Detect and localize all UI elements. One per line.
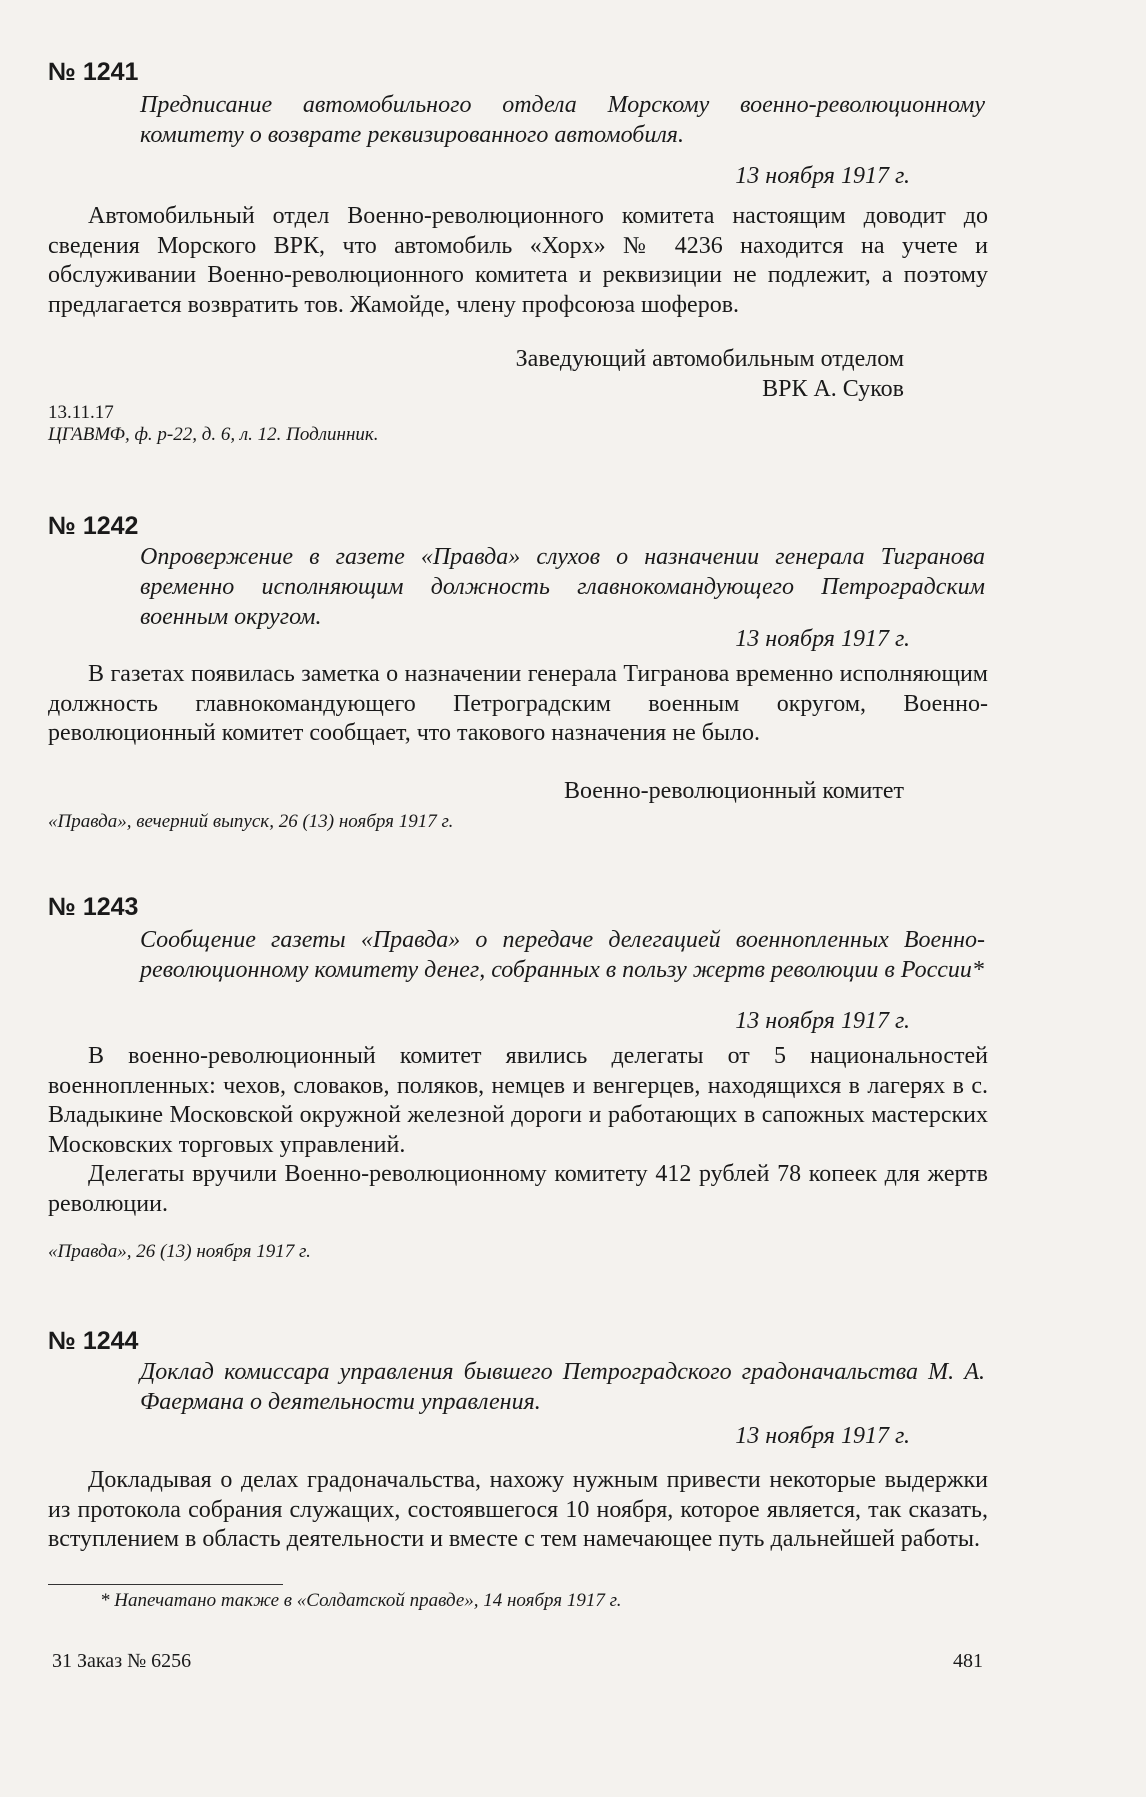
doc-1244-body: Докладывая о делах градоначальства, нахожу нужным привести некоторые выдержки из протокола собрания служащих, состоявшегося 10 ноября, которое является, так сказать, вступлением в область деятельности и вместе с тем намечающее путь дальнейшей работы.: [48, 1467, 988, 1552]
page-number: 481: [953, 1650, 983, 1672]
doc-1243-title: Сообщение газеты «Правда» о передаче делегацией военнопленных Военно-революционному комитету денег, собранных в пользу жертв революции в России*: [140, 927, 985, 983]
doc-1242-number: № 1242: [48, 512, 139, 540]
doc-1241-signature: [516, 344, 904, 404]
doc-1244-title: Доклад комиссара управления бывшего Петроградского градоначальства М. А. Фаермана о деятельности управления.: [140, 1359, 985, 1415]
doc-1242-date: 13 ноября 1917 г.: [735, 626, 910, 652]
footnote: * Напечатано также в «Солдатской правде», 14 ноября 1917 г.: [100, 1590, 622, 1611]
doc-1242-body: В газетах появилась заметка о назначении генерала Тигранова временно исполняющим должность главнокомандующего Петроградским военным округом, Военно-революционный комитет сообщает, что такового назначения не было.: [48, 661, 988, 746]
doc-1241-source: ЦГАВМФ, ф. р-22, д. 6, л. 12. Подлинник.: [48, 424, 379, 445]
doc-1243-date: 13 ноября 1917 г.: [735, 1008, 910, 1034]
doc-1244-date: 13 ноября 1917 г.: [735, 1423, 910, 1449]
doc-1241-title: Предписание автомобильного отдела Морскому военно-революционному комитету о возврате реквизированного автомобиля.: [140, 92, 985, 148]
doc-1241-signature-line2: ВРК А. Суков: [762, 376, 904, 402]
footnote-divider: [48, 1584, 283, 1585]
doc-1241-short-date: 13.11.17: [48, 402, 114, 423]
doc-1243-body-1: В военно-революционный комитет явились делегаты от 5 национальностей военнопленных: чехов, словаков, поляков, немцев и венгерцев, находящихся в лагерях в с. Владыкине Московской окружной железной дороги и работающих в сапожных мастерских Московских торговых управлений.: [48, 1043, 988, 1158]
doc-1241-signature-line1: Заведующий автомобильным отделом: [515, 346, 904, 372]
doc-1243-source: «Правда», 26 (13) ноября 1917 г.: [48, 1241, 311, 1262]
doc-1244-number: № 1244: [48, 1327, 139, 1355]
doc-1243-body-2: Делегаты вручили Военно-революционному комитету 412 рублей 78 копеек для жертв революции.: [48, 1161, 988, 1217]
doc-1241-number: № 1241: [48, 58, 139, 86]
doc-1242-title: Опровержение в газете «Правда» слухов о назначении генерала Тигранова временно исполняющим должность главнокомандующего Петроградским военным округом.: [140, 544, 985, 630]
doc-1242-signature: Военно-революционный комитет: [563, 778, 904, 804]
doc-1241-date: 13 ноября 1917 г.: [735, 163, 910, 189]
print-order: 31 Заказ № 6256: [52, 1650, 192, 1672]
doc-1241-body: Автомобильный отдел Военно-революционного комитета настоящим доводит до сведения Морского ВРК, что автомобиль «Хорх» № 4236 находится на учете и обслуживании Военно-революционного комитета и реквизиции не подлежит, а поэтому предлагается возвратить тов. Жамойде, члену профсоюза шоферов.: [48, 203, 988, 318]
doc-1243-number: № 1243: [48, 893, 139, 921]
doc-1242-source: «Правда», вечерний выпуск, 26 (13) ноября 1917 г.: [48, 811, 454, 832]
